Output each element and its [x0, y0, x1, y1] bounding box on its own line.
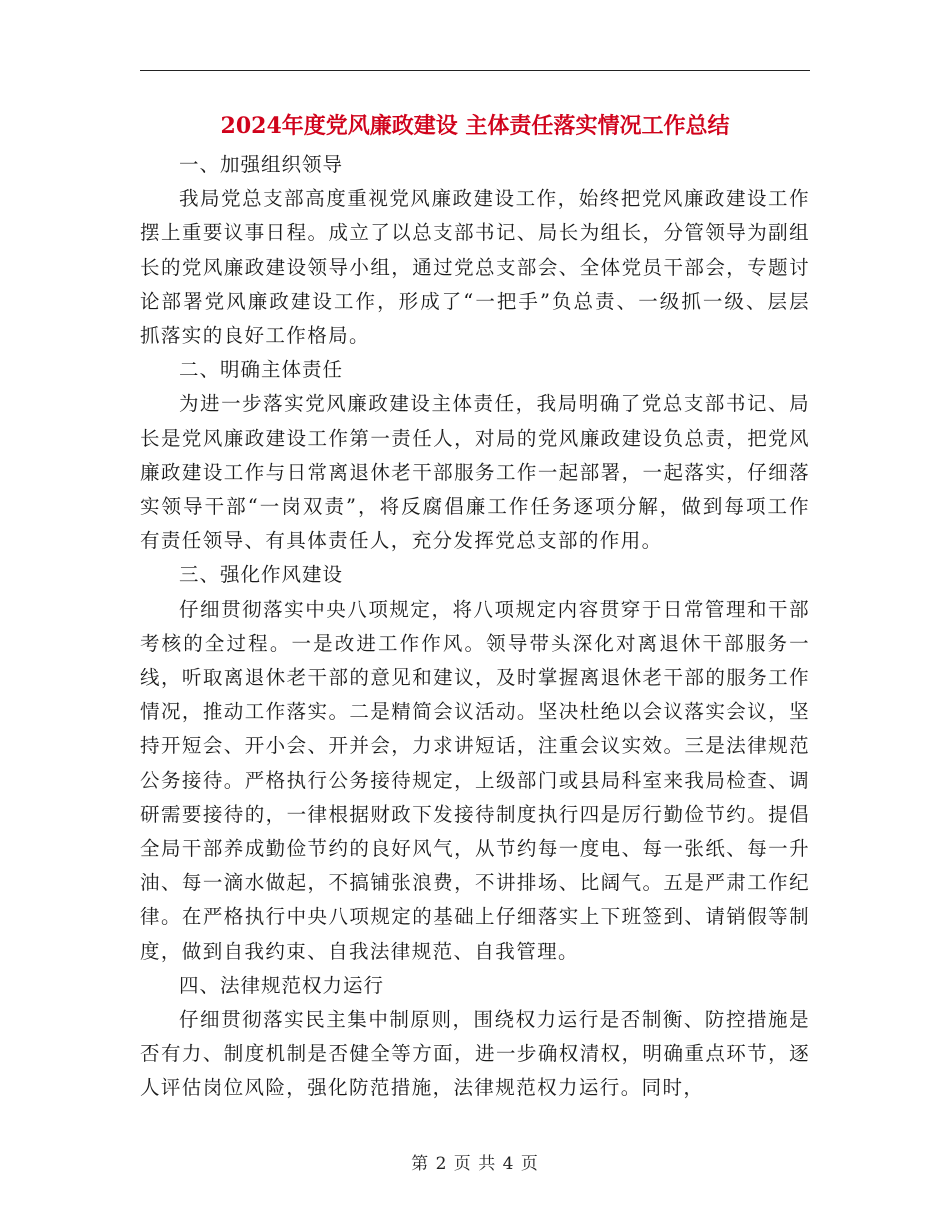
section-paragraph-4: 仔细贯彻落实民主集中制原则，围绕权力运行是否制衡、防控措施是否有力、制度机制是否健全等方面，进一步确权清权，明确重点环节，逐人评估岗位风险，强化防范措施，法律规范权力运行。同时，: [140, 1008, 810, 1100]
section-heading-1: 一、加强组织领导: [179, 153, 344, 176]
section-heading-2: 二、明确主体责任: [179, 358, 344, 382]
section-paragraph-2: 为进一步落实党风廉政建设主体责任，我局明确了党总支部书记、局长是党风廉政建设工作第一责任人，对局的党风廉政建设负总责，把党风廉政建设工作与日常离退休老干部服务工作一起部署，一起落实，仔细落实领导干部“一岗双责”，将反腐倡廉工作任务逐项分解，做到每项工作有责任领导、有具体责任人，充分发挥党总支部的作用。: [140, 392, 810, 553]
page-number: 第 2 页 共 4 页: [411, 1154, 539, 1174]
document-title: 2024年度党风廉政建设 主体责任落实情况工作总结: [220, 113, 730, 139]
header-rule: [140, 70, 810, 71]
section-paragraph-3: 仔细贯彻落实中央八项规定，将八项规定内容贯穿于日常管理和干部考核的全过程。一是改进工作作风。领导带头深化对离退休干部服务一线，听取离退休老干部的意见和建议，及时掌握离退休老干部的服务工作情况，推动工作落实。二是精简会议活动。坚决杜绝以会议落实会议，坚持开短会、开小会、开并会，力求讲短话，注重会议实效。三是法律规范公务接待。严格执行公务接待规定，上级部门或县局科室来我局检查、调研需要接待的，一律根据财政下发接待制度执行四是厉行勤俭节约。提倡全局干部养成勤俭节约的良好风气，从节约每一度电、每一张纸、每一升油、每一滴水做起，不搞铺张浪费，不讲排场、比阔气。五是严肃工作纪律。在严格执行中央八项规定的基础上仔细落实上下班签到、请销假等制度，做到自我约束、自我法律规范、自我管理。: [140, 597, 810, 963]
section-heading-4: 四、法律规范权力运行: [179, 973, 385, 997]
section-heading-3: 三、强化作风建设: [179, 563, 344, 587]
section-paragraph-1: 我局党总支部高度重视党风廉政建设工作，始终把党风廉政建设工作摆上重要议事日程。成立了以总支部书记、局长为组长，分管领导为副组长的党风廉政建设领导小组，通过党总支部会、全体党员干部会，专题讨论部署党风廉政建设工作，形成了“一把手”负总责、一级抓一级、层层抓落实的良好工作格局。: [140, 187, 810, 348]
document-body: [140, 148, 810, 1106]
